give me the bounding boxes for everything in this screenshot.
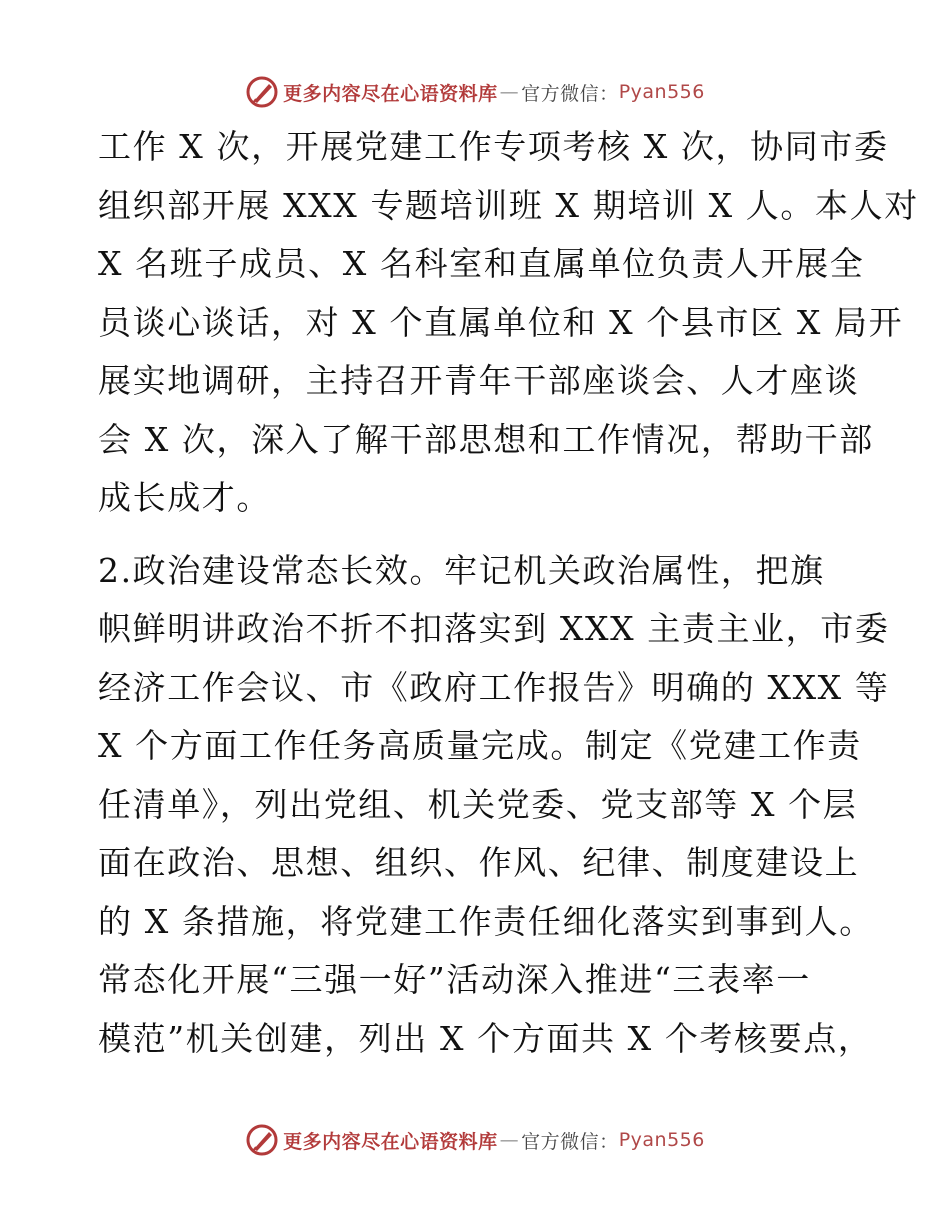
text-line: 成长成才。 (98, 478, 271, 517)
text-line: 展实地调研，主持召开青年干部座谈会、人才座谈 (98, 361, 860, 400)
header-wechat-label: 官方微信： (521, 82, 619, 105)
document-body (98, 118, 919, 1068)
text-line: X 名班子成员、X 名科室和直属单位负责人开展全 (98, 244, 865, 283)
footer-site-text: 更多内容尽在心语资料库 (283, 1130, 498, 1153)
text-line: 任清单》，列出党组、机关党委、党支部等 X 个层 (98, 784, 858, 824)
text-line: 2.政治建设常态长效。牢记机关政治属性，把旗 (98, 550, 825, 590)
text-line: 帜鲜明讲政治不折不扣落实到 XXX 主责主业，市委 (98, 609, 890, 648)
header-dash: — (499, 81, 520, 103)
footer-watermark (0, 1120, 950, 1160)
text-line: 模范”机关创建，列出 X 个方面共 X 个考核要点， (98, 1018, 873, 1058)
header-site-text: 更多内容尽在心语资料库 (283, 82, 498, 105)
header-watermark (0, 72, 950, 112)
text-line: 工作 X 次，开展党建工作专项考核 X 次，协同市委 (98, 127, 889, 166)
quill-logo-icon (245, 1123, 279, 1157)
text-line: 面在政治、思想、组织、作风、纪律、制度建设上 (98, 843, 860, 882)
text-line: 会 X 次，深入了解干部思想和工作情况，帮助干部 (98, 419, 874, 459)
text-line: 常态化开展“三强一好”活动深入推进“三表率一 (98, 960, 811, 999)
text-line: 的 X 条措施，将党建工作责任细化落实到事到人。 (98, 901, 874, 941)
header-wechat-id: Pyan556 (618, 81, 705, 103)
paragraph-2 (98, 542, 890, 1069)
paragraph-gap (98, 528, 858, 542)
footer-wechat-id: Pyan556 (618, 1129, 705, 1151)
quill-logo-icon (245, 75, 279, 109)
text-line: 组织部开展 XXX 专题培训班 X 期培训 X 人。本人对 (98, 185, 919, 225)
footer-dash: — (499, 1129, 520, 1151)
text-line: X 个方面工作任务高质量完成。制定《党建工作责 (98, 726, 862, 765)
text-line: 经济工作会议、市《政府工作报告》明确的 XXX 等 (98, 667, 890, 707)
paragraph-1 (98, 118, 919, 528)
text-line: 员谈心谈话，对 X 个直属单位和 X 个县市区 X 局开 (98, 302, 904, 342)
footer-wechat-label: 官方微信： (521, 1130, 619, 1153)
